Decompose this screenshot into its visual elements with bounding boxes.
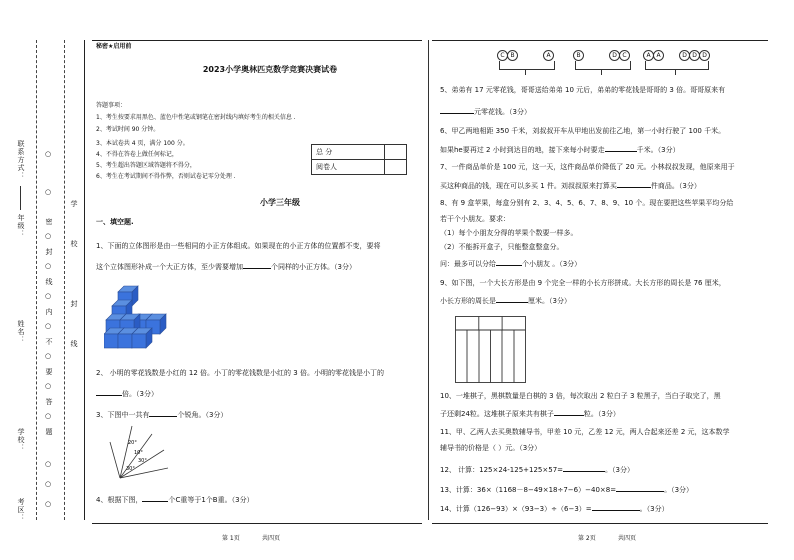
q7-answer-blank[interactable] xyxy=(617,180,651,188)
q7-text-end: 件商品。（3分） xyxy=(650,182,701,190)
q6-text-end: 千米。（3分） xyxy=(636,146,680,154)
seal-marker: 线 xyxy=(45,278,53,286)
q9-text-end: 厘米。（3分） xyxy=(528,297,571,305)
q8-text-end: 个小朋友 。（3分） xyxy=(522,260,582,268)
weight-circle: D xyxy=(609,50,620,61)
q1-line-a: 1、下面的立体图形是由一些相同的小正方体组成。如果现在的小正方体的位置都不变，要将 xyxy=(96,242,381,250)
q4-text-end: 个C重等于1个B重。（3分） xyxy=(168,496,254,504)
weight-circle: C xyxy=(497,50,508,61)
q2-line-a: 2、 小明的零花钱数是小红的 12 倍。小丁的零花钱数是小红的 3 倍。小明的零花钱是小丁的 xyxy=(96,369,384,377)
name-label: 姓名： xyxy=(17,320,25,344)
seal-dot: ○ xyxy=(44,262,52,271)
q4-answer-blank[interactable] xyxy=(142,494,168,502)
q8-line-b: 若干个小朋友。要求： xyxy=(440,215,510,223)
q6-text: 如果he要再过 2 小时到达目的地，接下来每小时要走 xyxy=(440,146,605,154)
q14-text: 14、计算（126−93）×（93−3）÷（6−3）= xyxy=(440,505,592,513)
exam-title: 2023小学奥林匹克数学竞赛决赛试卷 xyxy=(202,65,338,74)
school-label: 学校： xyxy=(17,428,25,452)
footer-total-pages: 共四页 xyxy=(618,535,637,542)
balance-diagram xyxy=(497,50,727,78)
angle-label: 20° xyxy=(128,440,137,446)
top-rule xyxy=(92,40,422,41)
note-item: 4、不得在答卷上做任何标记， xyxy=(96,151,178,158)
field-line xyxy=(20,186,21,210)
note-item: 3、本试卷共 4 页，满分 100 分。 xyxy=(96,140,189,147)
angle-label: 30° xyxy=(138,458,147,464)
rectangle-puzzle-figure xyxy=(455,316,527,384)
seal-dot: ○ xyxy=(44,412,52,421)
bottom-rule xyxy=(432,523,768,524)
q1-text: 这个立体图形补成一个大正方体，至少需要增加 xyxy=(96,263,243,271)
notes-heading: 答题事项： xyxy=(96,102,127,109)
q7-line-a: 7、一件商品单价是 100 元，这一天，这件商品单价降低了 20 元。小林叔叔发现，他原来用于 xyxy=(440,163,735,171)
seal-dot: ○ xyxy=(44,500,52,509)
q12-text: 12、 计算：125×24-125+125×57= xyxy=(440,466,564,474)
angle-label: 10° xyxy=(134,450,143,456)
q5-line-b xyxy=(440,106,531,117)
grader-cell[interactable] xyxy=(385,160,407,175)
score-cell[interactable] xyxy=(385,145,407,160)
q14-text-end: 。（3分） xyxy=(639,505,669,513)
q9-answer-blank[interactable] xyxy=(496,295,528,303)
q1-line-b xyxy=(96,261,356,272)
seal-marker: 内 xyxy=(45,308,53,316)
q8-line-c: （1）每个小朋友分得的苹果个数要一样多。 xyxy=(440,229,578,237)
balance-post xyxy=(601,69,602,75)
balance-post xyxy=(525,69,526,75)
bottom-rule xyxy=(92,523,422,524)
note-item: 1、考生按要求用黑色、蓝色中性笔或钢笔在密封线内填好考生的相关信息 . xyxy=(96,114,296,121)
seal-marker: 不 xyxy=(45,338,53,346)
seal-dot: ○ xyxy=(44,232,52,241)
q10-text: 子还剩24粒。这堆棋子原来共有棋子 xyxy=(440,410,554,418)
q13-line xyxy=(440,484,693,495)
seal-label: 线 xyxy=(70,340,78,348)
score-table-grader: 阅卷人 xyxy=(312,160,385,175)
seal-label: 封 xyxy=(70,300,78,308)
seal-marker: 要 xyxy=(45,368,53,376)
q7-text: 买这种商品的钱，现在可以多买 1 件。刘叔叔原来打算买 xyxy=(440,182,617,190)
q8-answer-blank[interactable] xyxy=(496,258,522,266)
q11-line-a: 11、甲、乙两人去买奥数辅导书，甲差 10 元，乙差 12 元，两人合起来还差 2 元，这本数学 xyxy=(440,428,730,436)
seal-solid-line xyxy=(84,40,85,520)
seal-label: 学 xyxy=(70,200,78,208)
q2-text: 倍。（3分） xyxy=(122,390,158,398)
balance-beam xyxy=(575,61,631,70)
note-item: 6、考生在考试期间不得作弊，否则试卷记零分处理 . xyxy=(96,173,236,180)
seal-dot: ○ xyxy=(44,352,52,361)
score-table xyxy=(311,144,407,175)
q9-line-a: 9、如下图，一个大长方形是由 9 个完全一样的小长方形拼成。大长方形的周长是 76 厘米， xyxy=(440,279,726,287)
q8-text: 问：最多可以分给 xyxy=(440,260,496,268)
exam-area-label: 考区： xyxy=(17,498,25,522)
weight-circle: B xyxy=(573,50,584,61)
q5-text: 元零花钱。（3分） xyxy=(474,108,531,116)
footer-total-pages: 共四页 xyxy=(262,535,281,542)
q13-text: 13、计算：36×（1168－8−49×18÷7−6）−40×8= xyxy=(440,486,617,494)
seal-dashed-line-inner xyxy=(64,40,65,520)
q2-answer-blank[interactable] xyxy=(96,388,122,396)
grade-heading: 小学三年级 xyxy=(260,198,300,207)
seal-dot: ○ xyxy=(44,292,52,301)
seal-dot: ○ xyxy=(44,460,52,469)
balance-beam xyxy=(499,61,555,70)
q8-line-e xyxy=(440,258,581,269)
balance-beam xyxy=(645,61,709,70)
q1-answer-blank[interactable] xyxy=(243,261,271,269)
seal-dot: ○ xyxy=(44,188,52,197)
top-rule xyxy=(432,40,768,41)
q12-answer-blank[interactable] xyxy=(563,464,605,472)
q2-line-b xyxy=(96,388,158,399)
weight-circle: C xyxy=(619,50,630,61)
score-table-total: 总 分 xyxy=(312,145,385,160)
weight-circle: A xyxy=(543,50,554,61)
seal-dot: ○ xyxy=(44,322,52,331)
q13-text-end: 。（3分） xyxy=(664,486,694,494)
weight-circle: B xyxy=(507,50,518,61)
seal-marker: 答 xyxy=(45,398,53,406)
seal-marker: 封 xyxy=(45,248,53,256)
weight-circle: D xyxy=(699,50,710,61)
seal-dot: ○ xyxy=(44,382,52,391)
balance-post xyxy=(675,69,676,75)
q10-answer-blank[interactable] xyxy=(554,408,584,416)
footer-page-number: 第 1页 xyxy=(222,535,240,542)
q9-text: 小长方形的周长是 xyxy=(440,297,496,305)
contact-label: 联系方式： xyxy=(17,140,25,180)
cube xyxy=(132,328,152,348)
q10-line-a: 10、一堆棋子，黑棋数量是白棋的 3 倍，每次取出 2 粒白子 3 粒黑子，当白子取完了，黑 xyxy=(440,392,721,400)
weight-circle: D xyxy=(679,50,690,61)
q14-answer-blank[interactable] xyxy=(592,503,640,511)
section-heading: 一、填空题. xyxy=(96,218,134,226)
page-divider xyxy=(428,40,429,520)
weight-circle: D xyxy=(689,50,700,61)
q5-line-a: 5、弟弟有 17 元零花钱，哥哥送给弟弟 10 元后，弟弟的零花钱是哥哥的 3 倍。哥哥原来有 xyxy=(440,86,726,94)
note-item: 5、考生超出答题区域答题将不得分， xyxy=(96,162,196,169)
weight-circle: A xyxy=(643,50,654,61)
q3-text-end: 个锐角。（3分） xyxy=(177,411,228,419)
q6-line-b xyxy=(440,144,680,155)
angle-fan-figure xyxy=(104,422,174,484)
q4-line xyxy=(96,494,254,505)
q13-answer-blank[interactable] xyxy=(616,484,664,492)
q3-answer-blank[interactable] xyxy=(149,409,177,417)
cube-stack-figure xyxy=(104,280,184,352)
q8-line-d: （2）不能拆开盒子，只能整盒整盒分。 xyxy=(440,243,564,251)
q6-line-a: 6、甲乙两地相距 350 千米，刘叔叔开车从甲地出发前往乙地，第一小时行驶了 100 千米。 xyxy=(440,127,726,135)
q7-line-b xyxy=(440,180,701,191)
seal-dashed-line xyxy=(36,40,37,520)
seal-dot: ○ xyxy=(44,480,52,489)
q8-line-a: 8、有 9 盒苹果，每盒分别有 2、3、4、5、6、7、8、9、10 个。现在要把这些苹果平均分给 xyxy=(440,199,734,207)
q6-answer-blank[interactable] xyxy=(605,144,637,152)
q4-text: 4、根据下图， xyxy=(96,496,143,504)
weight-circle: A xyxy=(653,50,664,61)
seal-label: 校 xyxy=(70,240,78,248)
grade-label: 年级： xyxy=(17,214,25,238)
q9-line-b xyxy=(440,295,571,306)
seal-marker: 密 xyxy=(45,218,53,226)
q5-answer-blank[interactable] xyxy=(440,106,474,114)
q10-line-b xyxy=(440,408,620,419)
seal-dot: ○ xyxy=(44,150,52,159)
q3-text: 3、下图中一共有 xyxy=(96,411,150,419)
q10-text-end: 粒。（3分） xyxy=(583,410,620,418)
q12-text-end: 。（3分） xyxy=(605,466,634,474)
q14-line xyxy=(440,503,669,514)
angle-label: 30° xyxy=(126,466,135,472)
q11-line-b: 辅导书的价格是（ ）元。（3分） xyxy=(440,444,542,452)
q12-line xyxy=(440,464,634,475)
q1-text-end: 个同样的小正方体。（3分） xyxy=(271,263,356,271)
seal-marker: 题 xyxy=(45,428,53,436)
secret-mark: 秘密★启用前 xyxy=(96,43,132,50)
footer-page-number: 第 2页 xyxy=(578,535,596,542)
note-item: 2、考试时间 90 分钟。 xyxy=(96,126,160,133)
q3-line xyxy=(96,409,227,420)
